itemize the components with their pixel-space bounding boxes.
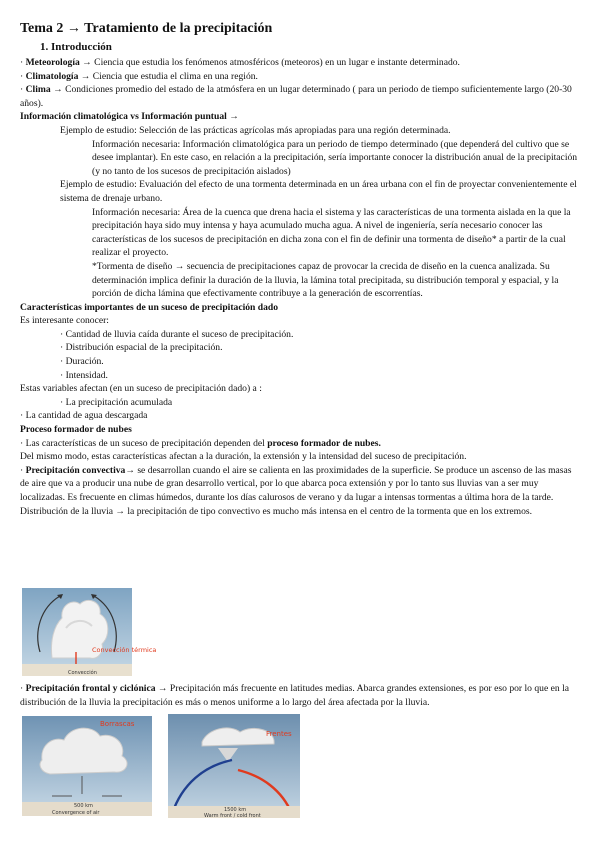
def-meteorologia: · Meteorología → Ciencia que estudia los fenómenos atmosféricos (meteoros) en un lugar e instante determinado. (20, 57, 460, 68)
frontal-caption: Warm front / cold front (204, 813, 261, 819)
char-item: · Duración. (60, 356, 104, 368)
frontal-scale: 1500 km (224, 807, 247, 813)
example-2-info: Información necesaria: Área de la cuenca que drena hacia el sistema y las características de una tormenta aislada en la que la precipitación haya sido muy intensa y haya acumulado mucha agua. A nivel de ingeniería, sería necesario conocer las características de los sucesos de precipitación en dicha zona con el fin de definir una tormenta de diseño* a partir de la cual realizar el proyecto. (92, 206, 571, 259)
vars-item: · La cantidad de agua descargada (20, 410, 148, 422)
convective-paragraph: · Precipitación convectiva→ se desarrollan cuando el aire se calienta en las proximidades de la superficie. Se produce un ascenso de las masas de aire que va a producir una nube de gran desarrollo vertical, por lo que abarca poca extensión y por lo tanto sus lluvias van a ser muy localizadas. Es frecuente en climas húmedos, durante los días calurosos de verano y da lugar a intensas tormentas a última hora de la tarde. Distribución de la lluvia → la precipitación de tipo convectivo es mucho más intensa en el centro de la tormenta que en los extremos. (20, 464, 572, 517)
process-paragraph-1: · Las características de un suceso de precipitación dependen del proceso formador de nubes. (20, 437, 381, 449)
frontal-paragraph-block (20, 682, 582, 709)
definitions (20, 56, 582, 518)
convective-small-label: Convección (68, 670, 97, 676)
def-clima: · Clima → Condiciones promedio del estado de la atmósfera en un lugar determinado ( para un periodo de tiempo suficientemente largo (20-30 años). (20, 84, 572, 109)
example-2: Ejemplo de estudio: Evaluación del efecto de una tormenta determinada en un área urbana con el fin de proyectar convenientemente el sistema de drenaje urbano. (60, 179, 577, 204)
example-1: Ejemplo de estudio: Selección de las prácticas agrícolas más apropiadas para una región determinada. (60, 124, 451, 136)
vars-intro: Estas variables afectan (en un suceso de precipitación dado) a : (20, 383, 262, 395)
char-heading: Características importantes de un suceso de precipitación dado (20, 301, 279, 313)
frontal-label: Frentes (266, 730, 292, 738)
frontal-paragraph: · Precipitación frontal y ciclónica → Precipitación más frecuente en latitudes medias. Abarca grandes extensiones, es por eso por lo que en la distribución de la lluvia la precipitación es más o menos uniforme a lo largo del área afectada por la lluvia. (20, 683, 569, 708)
char-item: · Distribución espacial de la precipitación. (60, 342, 223, 354)
convective-figure (22, 588, 157, 676)
example-1-info: Información necesaria: Información climatológica para un periodo de tiempo determinado (que dependerá del cultivo que se desee implantar). En este caso, en relación a la precipitación, sería importante conocer la distribución anual de la precipitación (y no tanto de los sucesos de precipitación aislados) (92, 138, 578, 177)
char-item: · Cantidad de lluvia caída durante el suceso de precipitación. (60, 328, 294, 340)
process-paragraph-2: Del mismo modo, estas características afectan a la duración, la extensión y la intensidad del suceso de precipitación. (20, 451, 467, 463)
storm-note: *Tormenta de diseño → secuencia de precipitaciones capaz de provocar la crecida de diseño en la cuenca analizada. Su determinación implica definir la duración de la lluvia, la lámina total precipitada, su distribución temporal y espacial, y la porción de dicha lámina que efectivamente contribuye a la generación de escorrentías. (92, 260, 559, 300)
cyclonic-caption: Convergence of air (52, 810, 100, 816)
cyclonic-figure (22, 716, 152, 816)
char-item: · Intensidad. (60, 369, 108, 381)
process-heading: Proceso formador de nubes (20, 424, 132, 436)
char-intro: Es interesante conocer: (20, 315, 109, 327)
cyclonic-scale: 500 km (74, 803, 93, 809)
cyclonic-label: Borrascas (100, 720, 135, 728)
frontal-figure (168, 714, 300, 818)
page-title: Tema 2 → Tratamiento de la precipitación (20, 21, 273, 36)
vars-item: · La precipitación acumulada (60, 396, 173, 408)
def-climatologia: · Climatología → Ciencia que estudia el clima en una región. (20, 70, 258, 82)
section-heading-intro: 1. Introducción (40, 41, 112, 53)
info-heading: Información climatológica vs Información puntual → (20, 111, 239, 123)
convective-label: Convección térmica (92, 646, 157, 654)
